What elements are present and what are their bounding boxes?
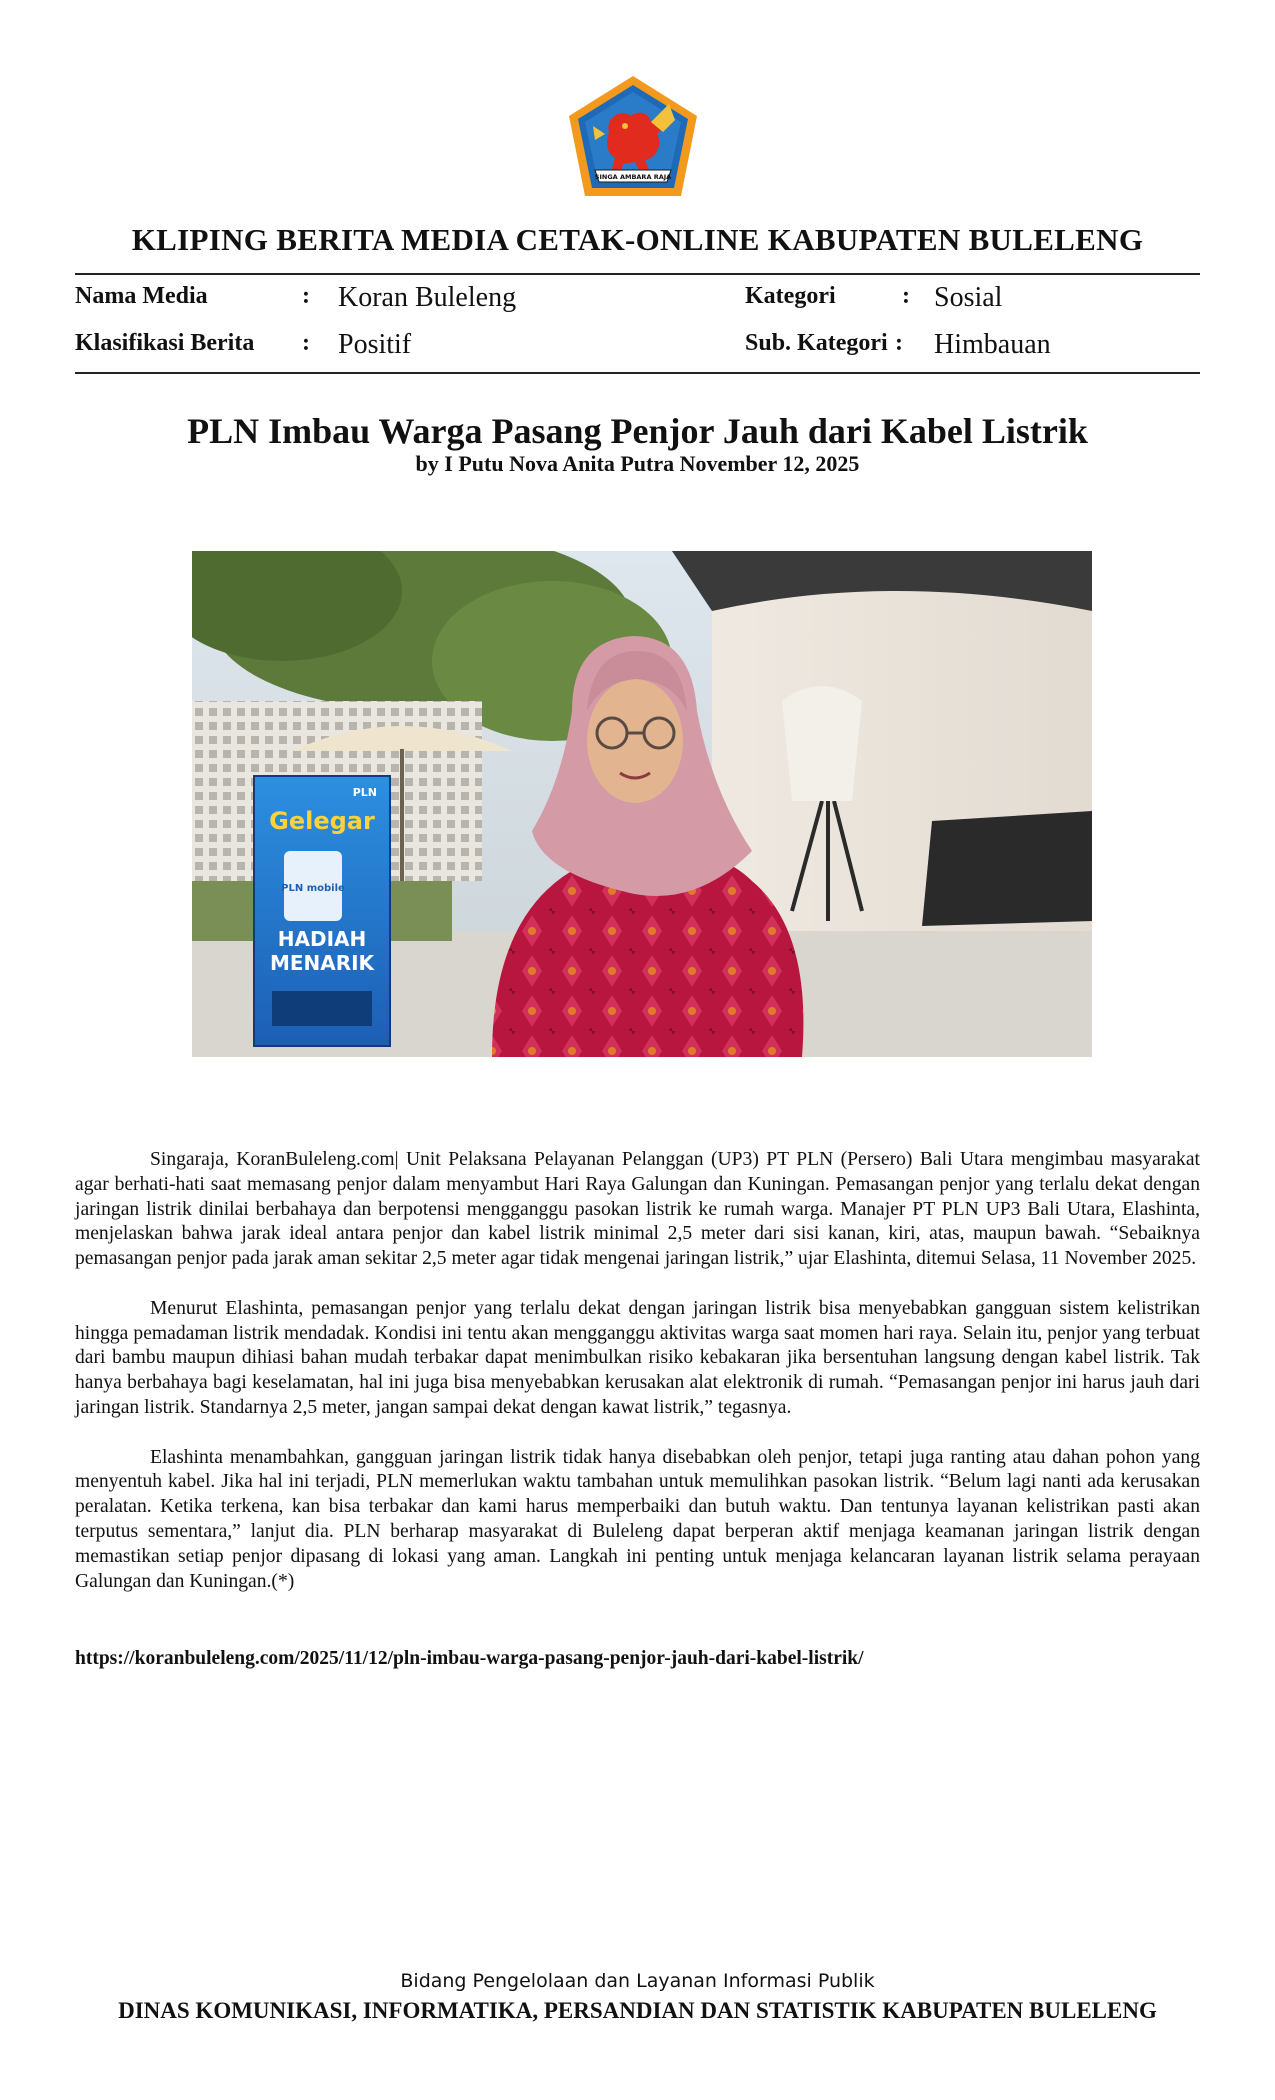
header-rule-bottom [75, 372, 1200, 374]
subkategori-colon: : [895, 330, 903, 356]
kabupaten-buleleng-emblem [565, 74, 701, 200]
article-paragraph-1: Singaraja, KoranBuleleng.com| Unit Pelaksana Pelayanan Pelanggan (UP3) PT PLN (Persero) Bali Utara mengimbau masyarakat agar berhati-hati saat memasang penjor dalam menyambut Hari Raya Galungan dan Kuningan. Pemasangan penjor yang terlalu dekat dengan jaringan listrik dinilai berbahaya dan berpotensi mengganggu pasokan listrik ke rumah warga. Manajer PT PLN UP3 Bali Utara, Elashinta, menjelaskan bahwa jarak ideal antara penjor dan kabel listrik minimal 2,5 meter dari sisi kanan, kiri, atas, maupun bawah. “Sebaiknya pemasangan penjor pada jarak aman sekitar 2,5 meter agar tidak mengenai jaringan listrik,” ujar Elashinta, ditemui Selasa, 11 November 2025. [75, 1149, 1200, 1270]
emblem-graphic [565, 74, 701, 200]
banner-headline: Gelegar [269, 807, 375, 835]
footer-agency: DINAS KOMUNIKASI, INFORMATIKA, PERSANDIAN DAN STATISTIK KABUPATEN BULELENG [118, 1998, 1157, 2023]
banner-line-2: MENARIK [269, 951, 375, 975]
media-value: Koran Buleleng [338, 282, 517, 313]
article-paragraph-2: Menurut Elashinta, pemasangan penjor yang terlalu dekat dengan jaringan listrik bisa menyebabkan gangguan sistem kelistrikan hingga pemadaman listrik mendadak. Kondisi ini tentu akan mengganggu aktivitas warga saat momen hari raya. Selain itu, penjor yang terbuat dari bambu maupun dihiasi bahan mudah terbakar dapat menimbulkan risiko kebakaran jika bersentuhan langsung dengan kabel listrik. Tak hanya berbahaya bagi keselamatan, hal ini juga bisa menyebabkan kerusakan alat elektronik di rumah. “Pemasangan penjor ini harus jauh dari jaringan listrik. Standarnya 2,5 meter, jangan sampai dekat dengan kawat listrik,” tegasnya. [75, 1297, 1200, 1418]
document-title: KLIPING BERITA MEDIA CETAK-ONLINE KABUPATEN BULELENG [131, 222, 1144, 257]
klasifikasi-value: Positif [338, 329, 412, 360]
article-title: PLN Imbau Warga Pasang Penjor Jauh dari Kabel Listrik [187, 411, 1088, 451]
article-photo-illustration [192, 551, 1092, 1057]
banner-line-1: HADIAH [277, 927, 367, 951]
header-rule-top [75, 273, 1200, 275]
banner-app: PLN mobile [281, 883, 345, 894]
emblem-motto: SINGA AMBARA RAJA [594, 173, 672, 181]
subkategori-value: Himbauan [934, 329, 1051, 360]
banner-brand: PLN [352, 786, 377, 799]
article-byline: by I Putu Nova Anita Putra November 12, 2025 [415, 451, 860, 476]
article-body [75, 1148, 1200, 1619]
footer-division: Bidang Pengelolaan dan Layanan Informasi Publik [400, 1970, 875, 1992]
media-colon: : [302, 283, 310, 309]
subkategori-label: Sub. Kategori [745, 330, 888, 356]
kategori-label: Kategori [745, 283, 836, 309]
klasifikasi-colon: : [302, 330, 310, 356]
media-label: Nama Media [75, 283, 208, 309]
klasifikasi-label: Klasifikasi Berita [75, 330, 255, 356]
source-url[interactable]: https://koranbuleleng.com/2025/11/12/pln-imbau-warga-pasang-penjor-jauh-dari-kabel-listrik/ [75, 1648, 864, 1669]
kategori-colon: : [902, 283, 910, 309]
article-photo [192, 551, 1092, 1057]
article-paragraph-3: Elashinta menambahkan, gangguan jaringan listrik tidak hanya disebabkan oleh penjor, tetapi juga ranting atau dahan pohon yang menyentuh kabel. Jika hal ini terjadi, PLN memerlukan waktu tambahan untuk memulihkan pasokan listrik. “Belum lagi nanti ada kerusakan peralatan. Ketika terkena, kan bisa terbakar dan kami harus memperbaiki dan butuh waktu. Dan tentunya layanan kelistrikan pasti akan terputus sementara,” lanjut dia. PLN berharap masyarakat di Buleleng dapat berperan aktif menjaga keamanan jaringan listrik dengan memastikan setiap penjor dipasang di lokasi yang aman. Langkah ini penting untuk menjaga kelancaran layanan listrik selama perayaan Galungan dan Kuningan.(*) [75, 1446, 1200, 1592]
kategori-value: Sosial [934, 282, 1003, 313]
